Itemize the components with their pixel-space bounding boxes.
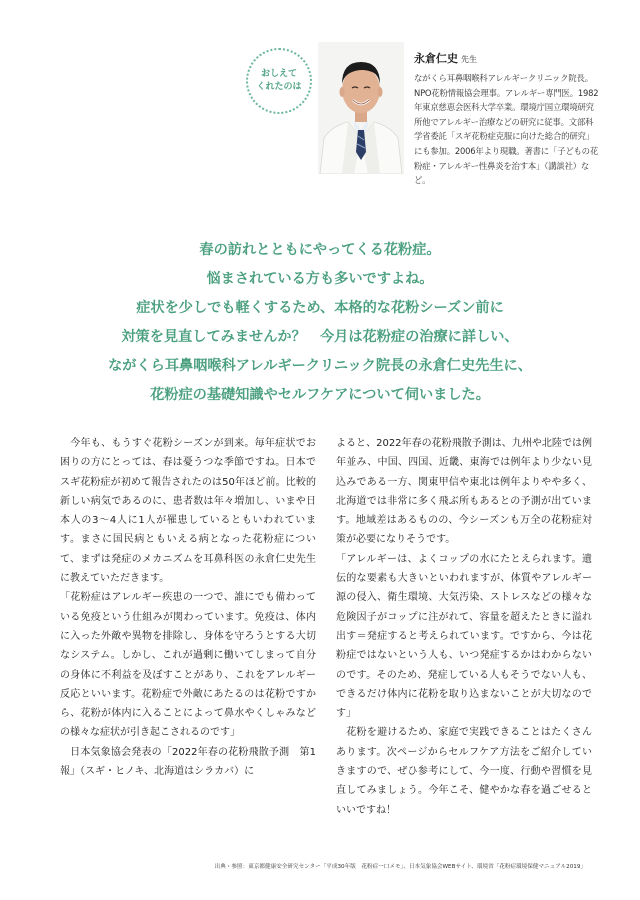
lead-line: 症状を少しでも軽くするため、本格的な花粉シーズン前に: [136, 300, 504, 316]
body-paragraph: よると、2022年春の花粉飛散予測は、九州や北陸では例年並み、中国、四国、近畿、東海では例年より少ない見込みである一方、関東甲信や東北は例年よりやや多く、北海道では非常に多く飛ぶ所もあるとの予測が出ています。地域差はあるものの、今シーズンも万全の花粉症対策が必要になりそうです。: [336, 438, 592, 546]
body-paragraph: 「アレルギーは、よくコップの水にたとえられます。遺伝的な要素も大きいといわれますが、体質やアレルギー源の侵入、衛生環境、大気汚染、ストレスなどの様々な危険因子がコップに注がれて、容量を超えたときに溢れ出す＝発症すると考えられています。ですから、今は花粉症ではないという人も、いつ発症するかはわからないのです。そのため、発症している人もそうでない人も、できるだけ体内に花粉を取り込まないことが大切なのです」: [336, 553, 592, 720]
body-paragraph: 「花粉症はアレルギー疾患の一つで、誰にでも備わっている免疫という仕組みが関わっています。免疫は、体内に入った外敵や異物を排除し、身体を守ろうとする大切なシステム。しかし、これが過剰に働いてしまって自分の身体に不利益を及ぼすことがあり、これをアレルギー反応といいます。花粉症で外敵にあたるのは花粉ですから、花粉が体内に入ることによって鼻水やくしゃみなどの様々な症状が引き起こされるのです」: [60, 592, 316, 739]
author-portrait: [318, 42, 404, 174]
body-paragraph: 今年も、もうすぐ花粉シーズンが到来。毎年症状でお困りの方にとっては、春は憂うつな季節ですね。日本でスギ花粉症が初めて報告されたのは50年ほど前。比較的新しい病気であるのに、患者数は年々増加し、いまや日本人の3〜4人に1人が罹患しているともいわれています。まさに国民病ともいえる病となった花粉症について、まずは発症のメカニズムを耳鼻科医の永倉仁史先生に教えていただきます。: [60, 438, 316, 585]
body-paragraph: 花粉を避けるため、家庭で実践できることはたくさんあります。次ページからセルフケア方法をご紹介していきますので、ぜひ参考にして、今一度、行動や習慣を見直してみましょう。今年こそ、健やかな春を過ごせるといいですね！: [336, 727, 592, 816]
body-column-left: [60, 434, 316, 781]
taught-by-badge: [246, 48, 312, 114]
author-bio: ながくら耳鼻咽喉科アレルギークリニック院長。NPO花粉情報協会理事。アレルギー専門医。1982年東京慈恵会医科大学卒業。環境庁国立環境研究所他でアレルギー治療などの研究に従事。文部科学省委託「スギ花粉症克服に向けた総合的研究」にも参加。2006年より現職。著書に「子どもの花粉症・アレルギー性鼻炎を治す本」（講談社）など。: [414, 73, 599, 186]
author-name: 永倉仁史: [414, 52, 458, 65]
badge-line-1: おしえて: [260, 69, 297, 79]
source-citation: 出典・参照：東京都健康安全研究センター「平成30年版 花粉症一口メモ」、日本気象協会WEBサイト、環境省「花粉症環境保健マニュアル2019」: [214, 864, 586, 870]
author-profile: [414, 50, 600, 188]
lead-line: 花粉症の基礎知識やセルフケアについて伺いました。: [150, 387, 490, 403]
author-name-line: [414, 50, 600, 66]
body-column-right: [336, 434, 592, 820]
author-photo-illustration: [318, 42, 404, 174]
lead-line: 対策を見直してみませんか？ 今月は花粉症の治療に詳しい、: [121, 329, 519, 345]
badge-line-2: くれたのは: [256, 82, 302, 92]
lead-line: 春の訪れとともにやってくる花粉症。: [199, 242, 441, 258]
lead-line: 悩まされている方も多いですよね。: [206, 271, 434, 287]
lead-paragraph: [40, 236, 600, 410]
author-honorific: 先生: [461, 55, 477, 64]
body-paragraph: 日本気象協会発表の「2022年春の花粉飛散予測 第1報」（スギ・ヒノキ、北海道はシラカバ）に: [60, 746, 316, 778]
lead-line: ながくら耳鼻咽喉科アレルギークリニック院長の永倉仁史先生に、: [108, 358, 532, 374]
